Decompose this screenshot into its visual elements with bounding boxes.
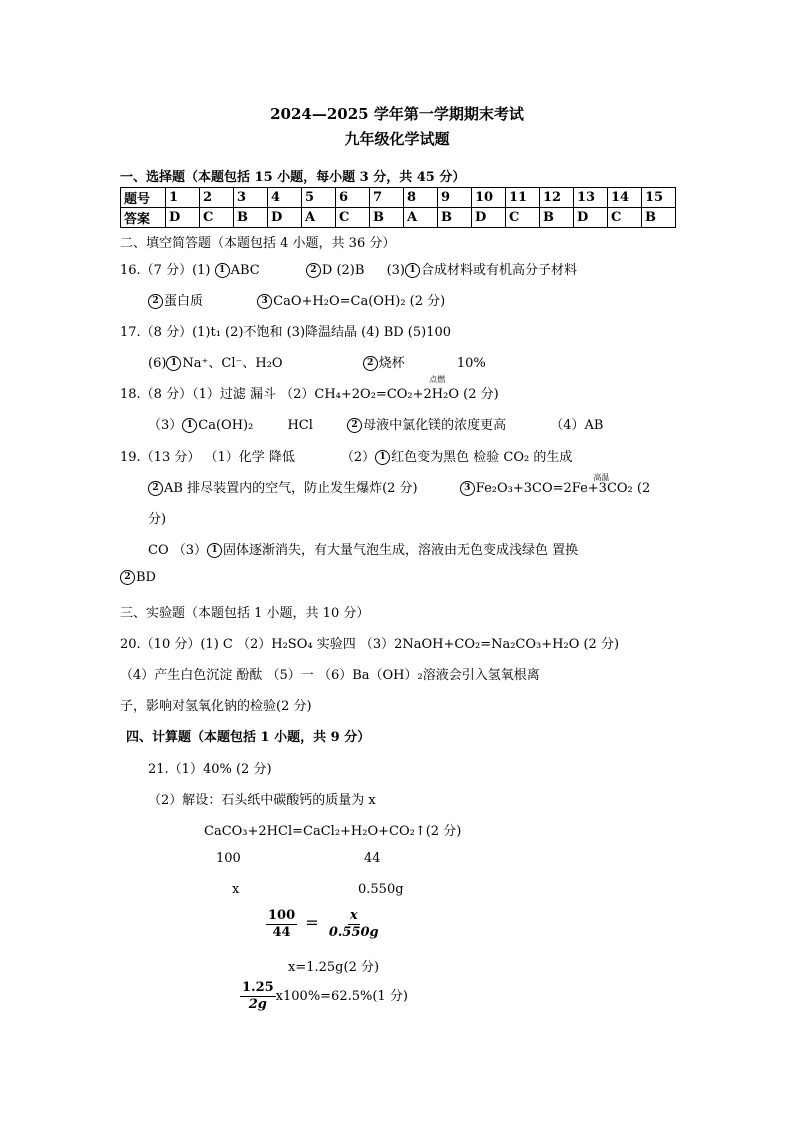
table-row: [121, 188, 676, 208]
q20-line2: （4）产生白色沉淀 酚酞 （5）一 （6）Ba（OH）₂溶液会引入氢氧根离: [120, 668, 540, 683]
q21-line1: 21.（1）40% (2 分): [148, 762, 272, 777]
table-cell: 2: [200, 188, 234, 208]
table-cell: 4: [268, 188, 302, 208]
table-row: [121, 208, 676, 228]
circled-number-1: 1: [405, 263, 420, 278]
circled-number-2: 2: [148, 481, 163, 496]
table-cell: 3: [234, 188, 268, 208]
q16-line2: 2 蛋白质 3 CaO+H₂O=Ca(OH)₂ (2 分): [148, 290, 445, 309]
table-cell: B: [540, 208, 574, 228]
circled-number-2: 2: [347, 418, 362, 433]
table-cell: B: [642, 208, 676, 228]
page-subtitle: 九年级化学试题: [344, 130, 450, 148]
percentage-calc: $\frac{1.25}{2g}$ x100%=62.5%(1 分): [242, 980, 408, 1012]
table-cell: 11: [506, 188, 540, 208]
table-cell: 14: [608, 188, 642, 208]
table-cell: 6: [336, 188, 370, 208]
proportion-equation: $\frac{100}{44}$ = $\frac{x}{0.550g}$: [268, 908, 379, 940]
table-cell: 1: [166, 188, 200, 208]
q18-line2: （3） 1 Ca(OH)₂ HCl 2 母液中氯化镁的浓度更高 （4）AB: [148, 418, 604, 433]
fraction: $\frac{x}{0.550g}$: [328, 908, 379, 940]
section-heading: 三、实验题（本题包括 1 小题，共 10 分）: [120, 606, 370, 621]
circled-number-2: 2: [306, 263, 321, 278]
table-cell: 13: [574, 188, 608, 208]
table-cell: 15: [642, 188, 676, 208]
q19-line4: CO （3） 1 固体逐渐消失，有大量气泡生成，溶液由无色变成浅绿色 置换: [148, 543, 579, 558]
table-cell: B: [234, 208, 268, 228]
reaction-condition: 点燃: [429, 375, 446, 384]
table-cell: 题号: [121, 188, 166, 208]
q21-line2: （2）解设：石头纸中碳酸钙的质量为 x: [148, 793, 376, 808]
reaction-equation: CaCO₃+2HCl=CaCl₂+H₂O+CO₂↑(2 分): [204, 824, 462, 839]
fraction: $\frac{100}{44}$: [268, 908, 296, 940]
section-heading: 四、计算题（本题包括 1 小题，共 9 分）: [126, 730, 371, 745]
q17-line2: (6) 1 Na⁺、Cl⁻、H₂O 2 烧杯 10%: [148, 356, 486, 371]
q20-line3: 子，影响对氢氧化钠的检验(2 分): [120, 699, 312, 714]
q19-line3: 分): [148, 512, 167, 527]
q17-line1: 17.（8 分）(1)t₁ (2)不饱和 (3)降温结晶 (4) BD (5)100: [120, 325, 452, 340]
table-cell: D: [472, 208, 506, 228]
table-cell: B: [370, 208, 404, 228]
table-cell: C: [336, 208, 370, 228]
circled-number-1: 1: [207, 543, 222, 558]
table-cell: C: [506, 208, 540, 228]
section-heading: 一、选择题（本题包括 15 小题，每小题 3 分，共 45 分）: [120, 170, 466, 185]
table-cell: D: [166, 208, 200, 228]
circled-number-2: 2: [363, 356, 378, 371]
q16-line1: 16.（7 分）(1) 1 ABC 2 D (2)B (3) 1 合成材料或有机高分子材料: [120, 263, 578, 278]
table-cell: C: [608, 208, 642, 228]
circled-number-1: 1: [182, 418, 197, 433]
result-x: x=1.25g(2 分): [288, 960, 380, 975]
q19-line1: 19.（13 分） （1）化学 降低 （2） 1 红色变为黑色 检验 CO₂ 的生成: [120, 450, 573, 465]
page-title: 2024—2025 学年第一学期期末考试: [270, 105, 524, 123]
reaction-condition: 高温: [593, 473, 610, 482]
table-cell: B: [438, 208, 472, 228]
fraction: $\frac{1.25}{2g}$: [242, 980, 274, 1012]
table-cell: 7: [370, 188, 404, 208]
table-cell: 10: [472, 188, 506, 208]
table-cell: 答案: [121, 208, 166, 228]
circled-number-1: 1: [375, 450, 390, 465]
co2-mass: 0.550g: [358, 882, 404, 897]
circled-number-1: 1: [166, 356, 181, 371]
q18-line1: 18.（8 分）（1）过滤 漏斗 （2）CH₄+2O₂ 点燃 =CO₂+2H₂O (2 分): [120, 375, 499, 402]
table-cell: 5: [302, 188, 336, 208]
q20-line1: 20.（10 分）(1) C （2）H₂SO₄ 实验四 （3）2NaOH+CO₂=Na₂CO₃+H₂O (2 分): [120, 637, 620, 652]
circled-number-3: 3: [257, 294, 272, 309]
circled-number-2: 2: [120, 570, 135, 585]
table-cell: D: [574, 208, 608, 228]
q19-line5: 2 BD: [120, 570, 156, 585]
section-heading: 二、填空简答题（本题包括 4 小题，共 36 分）: [120, 236, 396, 251]
table-cell: D: [268, 208, 302, 228]
table-cell: C: [200, 208, 234, 228]
table-cell: A: [302, 208, 336, 228]
molar-mass-caco3: 100: [216, 851, 241, 866]
circled-number-3: 3: [460, 481, 475, 496]
molar-mass-co2: 44: [364, 851, 381, 866]
table-cell: A: [404, 208, 438, 228]
unknown-x: x: [232, 882, 240, 897]
table-cell: 8: [404, 188, 438, 208]
table-cell: 9: [438, 188, 472, 208]
q19-line2: 2 AB 排尽装置内的空气，防止发生爆炸(2 分) 3 Fe₂O₃+3CO 高温 =2Fe+3CO₂ (2: [148, 477, 650, 496]
circled-number-1: 1: [215, 263, 230, 278]
table-cell: 12: [540, 188, 574, 208]
answer-table: [120, 187, 676, 228]
circled-number-2: 2: [148, 294, 163, 309]
